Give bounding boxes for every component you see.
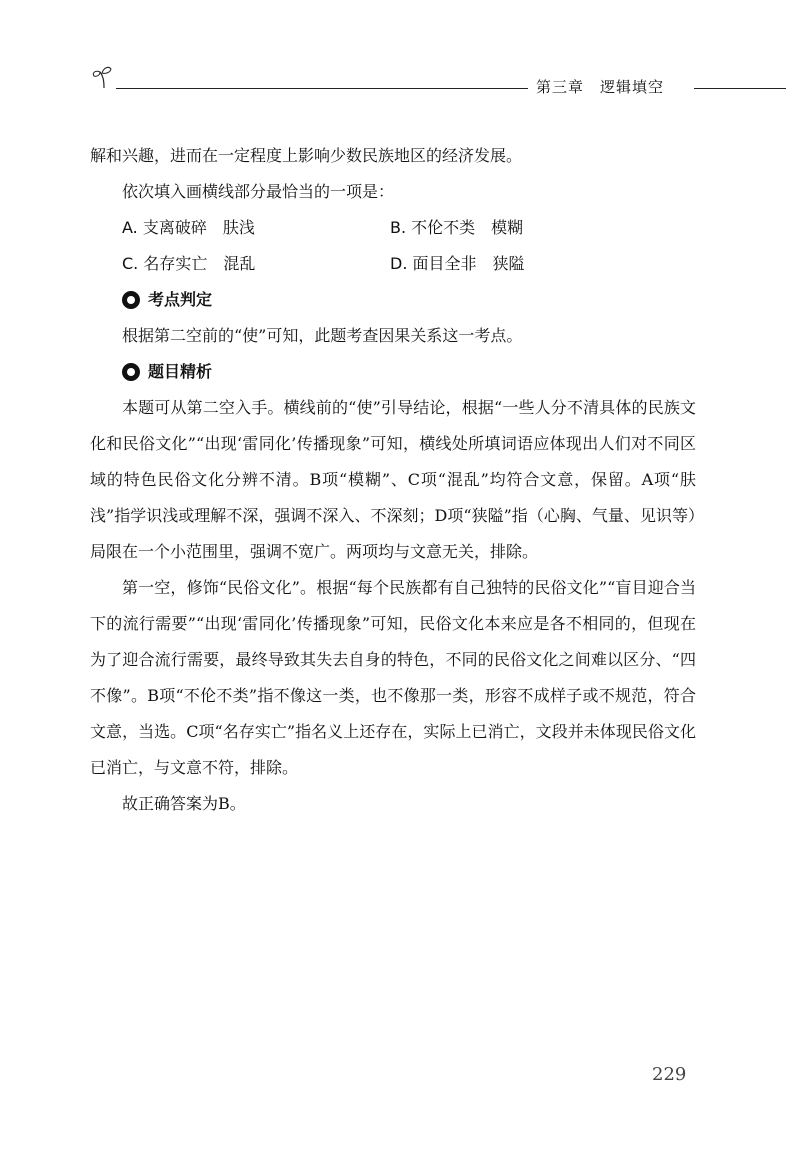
section-title: 考点判定: [148, 290, 213, 309]
option-d: D. 面目全非 狭隘: [390, 254, 525, 273]
flower-circle-icon: [122, 291, 140, 309]
page-number: 229: [652, 1064, 687, 1085]
section-heading-kaodian: [122, 282, 696, 318]
analysis-paragraph-2: 第一空，修饰“民俗文化”。根据“每个民族都有自己独特的民俗文化”“盲目迎合当下的流行需要”“出现‘雷同化’传播现象”可知，民俗文化本来应是各不相同的，但现在为了迎合流行需要，最终导致其失去自身的特色，不同的民俗文化之间难以区分、“四不像”。B项“不伦不类”指不像这一类，也不像那一类，形容不成样子或不规范，符合文意，当选。C项“名存实亡”指名义上还存在，实际上已消亡，文段并未体现民俗文化已消亡，与文意不符，排除。: [90, 578, 696, 777]
section-heading-jingxi: [122, 354, 696, 390]
question-prompt: 依次填入画横线部分最恰当的一项是：: [122, 182, 395, 201]
header-rule-left: [116, 88, 528, 89]
options-row-1: [122, 210, 696, 246]
answer-line: 故正确答案为B。: [122, 794, 246, 813]
header-rule-right: [694, 88, 786, 89]
option-c: C. 名存实亡 混乱: [122, 254, 256, 273]
flower-circle-icon: [122, 363, 140, 381]
running-header: [90, 62, 790, 102]
page-content: [90, 138, 696, 822]
section-title: 题目精析: [148, 362, 213, 381]
paragraph-continued: 解和兴趣，进而在一定程度上影响少数民族地区的经济发展。: [90, 146, 523, 165]
chapter-title: 第三章 逻辑填空: [536, 78, 665, 96]
explain-point: 根据第二空前的“使”可知，此题考查因果关系这一考点。: [122, 326, 523, 345]
option-a: A. 支离破碎 肤浅: [122, 218, 255, 237]
options-row-2: [122, 246, 696, 282]
analysis-paragraph-1: 本题可从第二空入手。横线前的“使”引导结论，根据“一些人分不清具体的民族文化和民俗文化”“出现‘雷同化’传播现象”可知，横线处所填词语应体现出人们对不同区域的特色民俗文化分辨不清。B项“模糊”、C项“混乱”均符合文意，保留。A项“肤浅”指学识浅或理解不深，强调不深入、不深刻；D项“狭隘”指（心胸、气量、见识等）局限在一个小范围里，强调不宽广。两项均与文意无关，排除。: [90, 398, 696, 561]
option-b: B. 不伦不类 模糊: [390, 218, 524, 237]
